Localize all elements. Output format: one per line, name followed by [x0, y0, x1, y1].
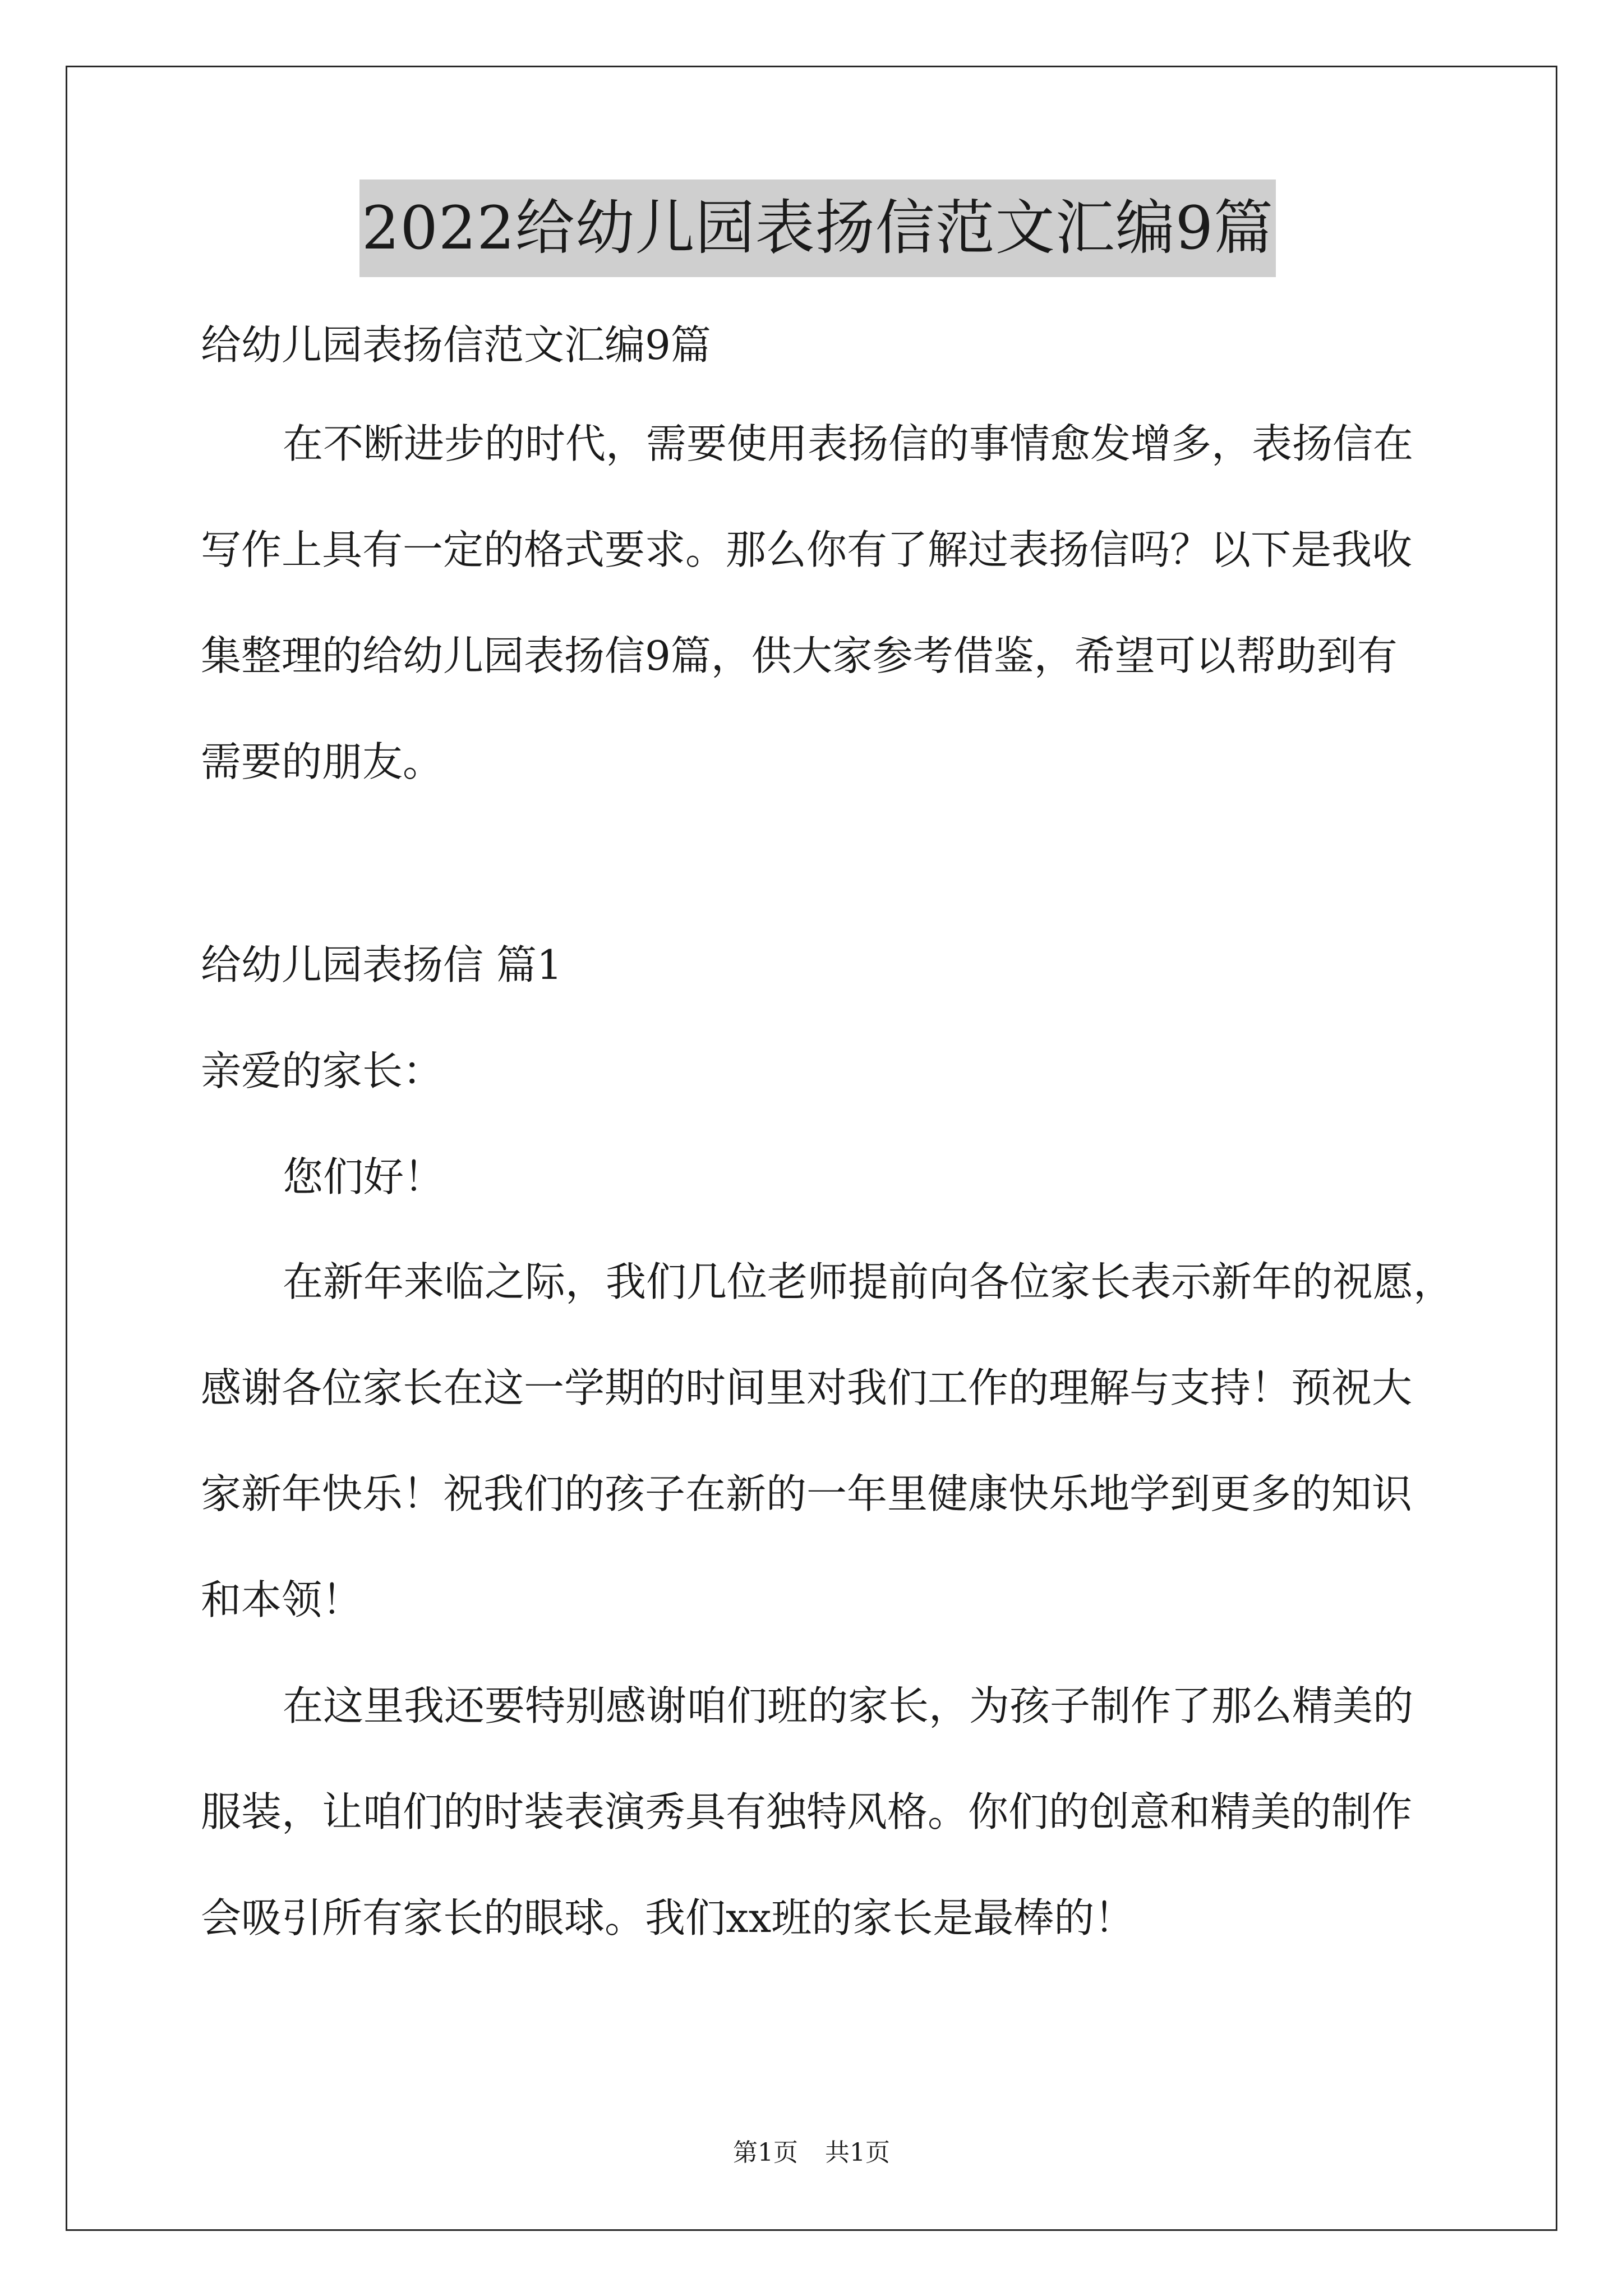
page-number-total: 共1页 [825, 2138, 890, 2167]
intro-line: 集整理的给幼儿园表扬信9篇，供大家参考借鉴，希望可以帮助到有 [201, 632, 1398, 679]
paragraph-line: 服装，让咱们的时装表演秀具有独特风格。你们的创意和精美的制作 [201, 1788, 1413, 1835]
greeting: 您们好！ [283, 1153, 445, 1200]
intro-line: 写作上具有一定的格式要求。那么你有了解过表扬信吗？以下是我收 [201, 526, 1413, 573]
paragraph-line: 在这里我还要特别感谢咱们班的家长，为孩子制作了那么精美的 [283, 1682, 1414, 1729]
paragraph-line: 家新年快乐！祝我们的孩子在新的一年里健康快乐地学到更多的知识 [201, 1470, 1413, 1517]
document-body [201, 180, 1454, 1941]
paragraph-line: 在新年来临之际，我们几位老师提前向各位家长表示新年的祝愿， [283, 1258, 1454, 1305]
page-number-current: 第1页 [733, 2138, 798, 2167]
page-footer [0, 2136, 1623, 2170]
intro-line: 在不断进步的时代，需要使用表扬信的事情愈发增多，表扬信在 [283, 420, 1414, 467]
intro-line: 需要的朋友。 [201, 738, 444, 785]
paragraph-line: 会吸引所有家长的眼球。我们xx班的家长是最棒的！ [201, 1894, 1135, 1941]
title-wrap [201, 180, 1435, 286]
section-heading: 给幼儿园表扬信 篇1 [201, 941, 562, 988]
paragraph-line: 和本领！ [201, 1576, 363, 1623]
paragraph-line: 感谢各位家长在这一学期的时间里对我们工作的理解与支持！预祝大 [201, 1364, 1413, 1411]
document-subtitle: 给幼儿园表扬信范文汇编9篇 [201, 321, 711, 369]
salutation: 亲爱的家长： [201, 1047, 444, 1094]
document-title: 2022给幼儿园表扬信范文汇编9篇 [359, 180, 1276, 277]
